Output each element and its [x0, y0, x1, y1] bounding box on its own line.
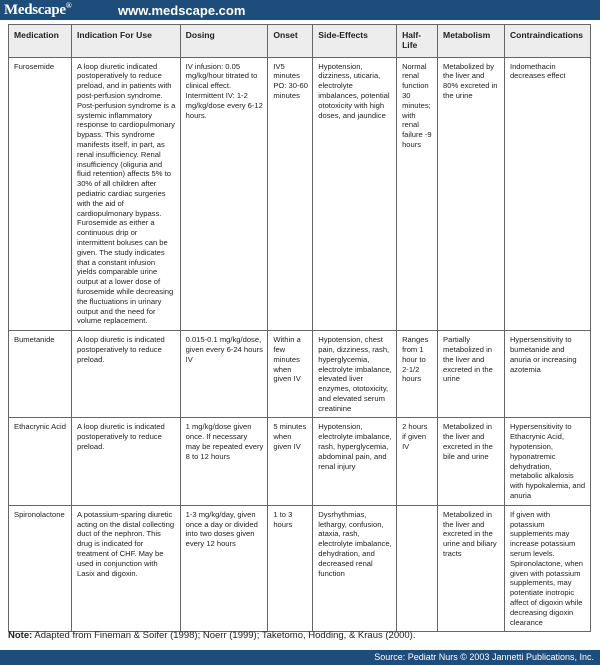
cell-contraindications: Hypersensitivity to Ethacrynic Acid, hypotension, hyponatremic dehydration, metabolic alkalosis with hypokalemia, and anuria [504, 418, 590, 505]
cell-onset: 5 minutes when given IV [268, 418, 313, 505]
cell-half-life: 2 hours if given IV [397, 418, 438, 505]
cell-indication: A loop diuretic is indicated postoperatively to reduce preload. [71, 331, 180, 418]
cell-medication: Ethacrynic Acid [9, 418, 72, 505]
cell-side-effects: Dysrhythmias, lethargy, confusion, ataxia, rash, electrolyte imbalance, dehydration, and decreased renal function [313, 505, 397, 632]
cell-onset: 1 to 3 hours [268, 505, 313, 632]
column-header-medication: Medication [9, 25, 72, 58]
table-note [8, 630, 415, 641]
cell-metabolism: Metabolized in the liver and excreted in the bile and urine [438, 418, 505, 505]
logo-registered-mark: ® [65, 1, 72, 10]
cell-dosing: 0.015-0.1 mg/kg/dose, given every 6-24 hours IV [180, 331, 268, 418]
cell-contraindications: Indomethacin decreases effect [504, 57, 590, 331]
cell-medication: Bumetanide [9, 331, 72, 418]
cell-dosing: 1 mg/kg/dose given once. If necessary may be repeated every 8 to 12 hours [180, 418, 268, 505]
logo-text: Medscape [4, 2, 66, 18]
cell-indication: A loop diuretic is indicated postoperatively to reduce preload. [71, 418, 180, 505]
note-text: Adapted from Fineman & Soifer (1998); Noerr (1999); Taketomo, Hodding, & Kraus (2000). [34, 630, 416, 641]
cell-indication: A loop diuretic indicated postoperatively to reduce preload, and in patients with post-perfusion syndrome. Post-perfusion syndrome is a systemic inflammatory response to cardiopulmonary bypass. This syndrome manifests itself, in part, as renal insufficiency. Renal insufficiency (oliguria and fluid retention) affects 5% to 30% of all children after pediatric cardiac surgeries with the aid of cardiopulmonary bypass. Furosemide as either a continuous drip or intermittent boluses can be given. The study indicates that a constant infusion yields comparable urine output at a lower dose of furosemide while decreasing the fluctuations in urinary output and the need for volume replacement. [71, 57, 180, 331]
cell-contraindications: If given with potassium supplements may increase potassium serum levels. Spironolactone, when given with potassium supplements, may potentiate inotropic affect of digoxin while decreasing digoxin clearance [504, 505, 590, 632]
medscape-logo[interactable] [4, 1, 71, 19]
column-header-onset: Onset [268, 25, 313, 58]
cell-contraindications: Hypersensitivity to bumetanide and anuria or increasing azotemia [504, 331, 590, 418]
cell-half-life [397, 505, 438, 632]
cell-onset: Within a few minutes when given IV [268, 331, 313, 418]
column-header-metabolism: Metabolism [438, 25, 505, 58]
cell-half-life: Normal renal function 30 minutes; with renal failure -9 hours [397, 57, 438, 331]
table-row [9, 331, 591, 418]
column-header-side-effects: Side-Effects [313, 25, 397, 58]
cell-medication: Spironolactone [9, 505, 72, 632]
cell-metabolism: Metabolized by the liver and 80% excreted in the urine [438, 57, 505, 331]
source-text: Source: Pediatr Nurs © 2003 Jannetti Publications, Inc. [374, 652, 594, 662]
cell-side-effects: Hypotension, dizziness, uticaria, electrolyte imbalances, potential ototoxicity with high doses, and jaundice [313, 57, 397, 331]
column-header-dosing: Dosing [180, 25, 268, 58]
source-bar [0, 650, 600, 665]
cell-metabolism: Metabolized in the liver and excreted in the urine and biliary tracts [438, 505, 505, 632]
column-header-indication: Indication For Use [71, 25, 180, 58]
cell-side-effects: Hypotension, electrolyte imbalance, rash, hyperglycemia, abdominal pain, and renal injury [313, 418, 397, 505]
table-header-row [9, 25, 591, 58]
cell-onset: IV5 minutes PO: 30-60 minutes [268, 57, 313, 331]
cell-half-life: Ranges from 1 hour to 2-1/2 hours [397, 331, 438, 418]
cell-medication: Furosemide [9, 57, 72, 331]
table-row [9, 57, 591, 331]
cell-metabolism: Partially metabolized in the liver and excreted in the urine [438, 331, 505, 418]
table-row [9, 418, 591, 505]
cell-indication: A potassium-sparing diuretic acting on the distal collecting duct of the nephron. This drug is indicated for treatment of CHF. May be used in conjunction with Lasix and digoxin. [71, 505, 180, 632]
cell-side-effects: Hypotension, chest pain, dizziness, rash, hyperglycemia, electrolyte imbalance, elevated liver enzymes, ototoxicity, and elevated serum creatinine [313, 331, 397, 418]
column-header-half-life: Half-Life [397, 25, 438, 58]
site-url-link[interactable]: www.medscape.com [118, 3, 246, 18]
diuretics-table [8, 24, 591, 632]
cell-dosing: IV infusion: 0.05 mg/kg/hour titrated to clinical effect. Intermittent IV: 1-2 mg/kg/dose every 6-12 hours. [180, 57, 268, 331]
table-row [9, 505, 591, 632]
column-header-contraindications: Contraindications [504, 25, 590, 58]
cell-dosing: 1-3 mg/kg/day, given once a day or divided into two doses given every 12 hours [180, 505, 268, 632]
header-bar [0, 0, 600, 20]
note-label: Note: [8, 630, 33, 641]
